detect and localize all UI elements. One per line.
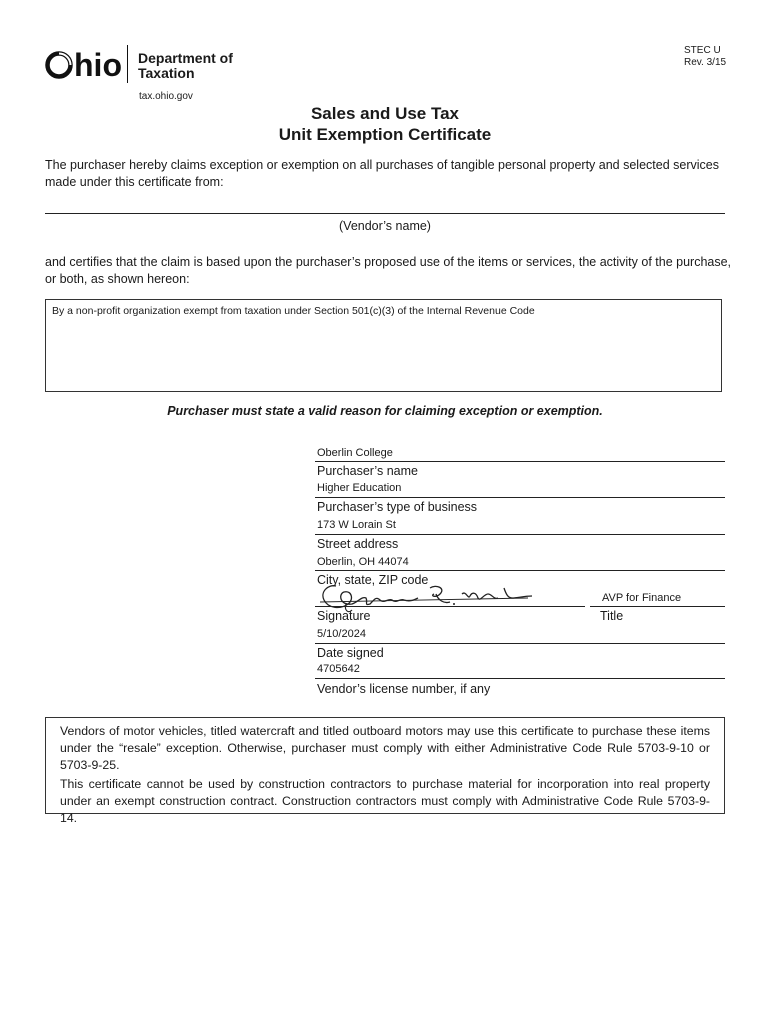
date-signed-line bbox=[315, 643, 725, 644]
business-type-label: Purchaser’s type of business bbox=[317, 500, 478, 514]
city-state-zip-value[interactable]: Oberlin, OH 44074 bbox=[317, 556, 409, 568]
street-address-value[interactable]: 173 W Lorain St bbox=[317, 519, 396, 531]
logo-divider bbox=[127, 45, 128, 83]
intro-paragraph: The purchaser hereby claims exception or exemption on all purchases of tangible personal property and selected services made under this certificate from: bbox=[45, 158, 719, 189]
department-name-line1: Department of bbox=[138, 50, 233, 66]
title-value[interactable]: AVP for Finance bbox=[602, 592, 682, 604]
form-revision: Rev. 3/15 bbox=[684, 57, 727, 68]
logo-word: hio bbox=[74, 47, 122, 82]
form-code: STEC U bbox=[684, 45, 721, 56]
department-name-line2: Taxation bbox=[138, 65, 195, 81]
vendor-license-value[interactable]: 4705642 bbox=[317, 663, 360, 675]
certification-paragraph: and certifies that the claim is based upon the purchaser’s proposed use of the items or services, the activity of the purchase, or both, as shown hereon: bbox=[45, 255, 732, 286]
city-state-zip-label: City, state, ZIP code bbox=[317, 573, 429, 587]
website-link[interactable]: tax.ohio.gov bbox=[139, 91, 193, 102]
vendor-name-line bbox=[45, 213, 725, 214]
document-title-line1: Sales and Use Tax bbox=[310, 104, 460, 123]
ohio-logo-mark bbox=[44, 46, 124, 82]
vendor-name-caption: (Vendor’s name) bbox=[339, 219, 431, 233]
vendor-license-label: Vendor’s license number, if any bbox=[317, 682, 491, 696]
street-address-label: Street address bbox=[317, 537, 399, 551]
ohio-logo bbox=[44, 46, 124, 82]
purchaser-name-value[interactable]: Oberlin College bbox=[317, 447, 393, 459]
title-line bbox=[590, 606, 725, 607]
business-type-line bbox=[315, 497, 725, 498]
street-address-line bbox=[315, 534, 725, 535]
document-title-line2: Unit Exemption Certificate bbox=[278, 125, 492, 144]
purchaser-name-line bbox=[315, 461, 725, 462]
vendor-license-line bbox=[315, 678, 725, 679]
city-state-zip-line bbox=[315, 570, 725, 571]
signature-label: Signature bbox=[317, 609, 371, 623]
date-signed-value[interactable]: 5/10/2024 bbox=[317, 628, 366, 640]
signature-line bbox=[315, 606, 585, 607]
form-identifier bbox=[684, 45, 726, 69]
title-label: Title bbox=[600, 609, 624, 623]
notice-paragraph-contractors: This certificate cannot be used by construction contractors to purchase material for incorporation into real property under an exempt construction contract. Construction contractors must comply with Administrative Code Rule 5703-9-14. bbox=[60, 777, 710, 825]
date-signed-label: Date signed bbox=[317, 646, 384, 660]
business-type-value[interactable]: Higher Education bbox=[317, 482, 402, 494]
reason-requirement-notice: Purchaser must state a valid reason for claiming exception or exemption. bbox=[167, 404, 603, 418]
exemption-reason-value: By a non-profit organization exempt from taxation under Section 501(c)(3) of the Internal Revenue Code bbox=[52, 305, 535, 317]
purchaser-name-label: Purchaser’s name bbox=[317, 464, 418, 478]
notice-paragraph-vehicles: Vendors of motor vehicles, titled watercraft and titled outboard motors may use this certificate to purchase these items under the “resale” exception. Otherwise, purchaser must comply with either Administrative Code Rule 5703-9-10 or 5703-9-25. bbox=[60, 724, 710, 772]
